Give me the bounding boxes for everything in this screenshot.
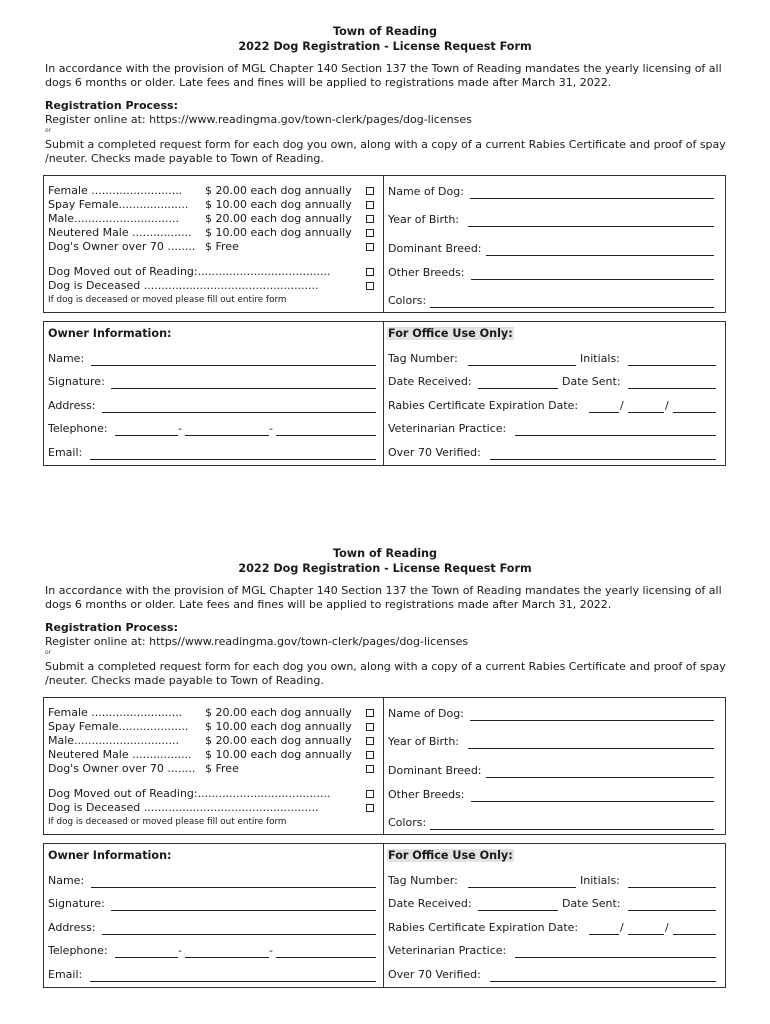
other-breeds-label: Other Breeds: bbox=[388, 788, 465, 801]
telephone-area-field[interactable] bbox=[115, 957, 178, 958]
date-sent-field[interactable] bbox=[628, 388, 716, 389]
telephone-label: Telephone: bbox=[48, 944, 108, 957]
checkbox-spay-female[interactable] bbox=[366, 201, 374, 209]
checkbox-neutered-male[interactable] bbox=[366, 229, 374, 237]
dominant-breed-field[interactable] bbox=[486, 255, 714, 256]
intro-text: In accordance with the provision of MGL Chapter 140 Section 137 the Town of Reading mandates the yearly licensing of all dogs 6 months or older. Late fees and fines will be applied to registrations made after March 31, 2022. bbox=[45, 62, 722, 89]
rabies-day-field[interactable] bbox=[628, 934, 664, 935]
fee-row-female: Female .......................... $ 20.00 each dog annually bbox=[48, 184, 374, 198]
telephone-prefix-field[interactable] bbox=[185, 435, 269, 436]
dog-name-field[interactable] bbox=[470, 198, 714, 199]
initials-field[interactable] bbox=[628, 365, 716, 366]
or-text: or bbox=[45, 127, 52, 134]
date-sent-label: Date Sent: bbox=[562, 375, 621, 388]
over-70-verified-field[interactable] bbox=[490, 981, 716, 982]
vet-practice-label: Veterinarian Practice: bbox=[388, 944, 507, 957]
owner-name-field[interactable] bbox=[91, 365, 376, 366]
email-label: Email: bbox=[48, 968, 83, 981]
rabies-month-field[interactable] bbox=[589, 412, 619, 413]
dog-name-label: Name of Dog: bbox=[388, 707, 464, 720]
signature-field[interactable] bbox=[111, 388, 376, 389]
owner-name-field[interactable] bbox=[91, 887, 376, 888]
tag-number-label: Tag Number: bbox=[388, 874, 458, 887]
form-title: 2022 Dog Registration - License Request Form bbox=[238, 562, 532, 575]
fee-row-neutered-male: Neutered Male ................. $ 10.00 each dog annually bbox=[48, 748, 374, 762]
checkbox-moved[interactable] bbox=[366, 268, 374, 276]
owner-office-section: Owner Information: For Office Use Only: Name: Signature: Address: Telephone: - - Email: Tag Number: Initials: Date Received: Date Sent: Rabies Certificate Expiration Date: / / Veterinarian Practice: Over 70 Verified: bbox=[43, 843, 726, 988]
date-received-label: Date Received: bbox=[388, 375, 472, 388]
owner-office-section: Owner Information: For Office Use Only: Name: Signature: Address: Telephone: - - Email: Tag Number: Initials: Date Received: Date Sent: Rabies Certificate Expiration Date: / / Veterinarian Practice: Over 70 Verified: bbox=[43, 321, 726, 466]
tag-number-label: Tag Number: bbox=[388, 352, 458, 365]
checkbox-male[interactable] bbox=[366, 737, 374, 745]
initials-label: Initials: bbox=[580, 874, 620, 887]
colors-label: Colors: bbox=[388, 816, 427, 829]
rabies-year-field[interactable] bbox=[673, 412, 716, 413]
year-of-birth-label: Year of Birth: bbox=[388, 735, 460, 748]
colors-field[interactable] bbox=[430, 307, 714, 308]
rabies-expiration-label: Rabies Certificate Expiration Date: bbox=[388, 399, 579, 412]
date-sent-field[interactable] bbox=[628, 910, 716, 911]
owner-name-label: Name: bbox=[48, 352, 85, 365]
dog-name-field[interactable] bbox=[470, 720, 714, 721]
rabies-day-field[interactable] bbox=[628, 412, 664, 413]
signature-label: Signature: bbox=[48, 375, 105, 388]
initials-label: Initials: bbox=[580, 352, 620, 365]
register-online-text: Register online at: https://www.readingma.gov/town-clerk/pages/dog-licenses bbox=[45, 113, 472, 126]
dog-info-section bbox=[43, 697, 726, 835]
tag-number-field[interactable] bbox=[468, 365, 576, 366]
vet-practice-field[interactable] bbox=[515, 435, 716, 436]
checkbox-neutered-male[interactable] bbox=[366, 751, 374, 759]
colors-field[interactable] bbox=[430, 829, 714, 830]
tag-number-field[interactable] bbox=[468, 887, 576, 888]
rabies-month-field[interactable] bbox=[589, 934, 619, 935]
address-label: Address: bbox=[48, 399, 96, 412]
rabies-expiration-label: Rabies Certificate Expiration Date: bbox=[388, 921, 579, 934]
vet-practice-label: Veterinarian Practice: bbox=[388, 422, 507, 435]
deceased-note: If dog is deceased or moved please fill out entire form bbox=[48, 817, 287, 827]
other-breeds-field[interactable] bbox=[471, 279, 714, 280]
fee-row-female: Female .......................... $ 20.00 each dog annually bbox=[48, 706, 374, 720]
registration-form-2 bbox=[0, 522, 770, 1024]
moved-row: Dog Moved out of Reading:...................................... bbox=[48, 265, 374, 279]
checkbox-deceased[interactable] bbox=[366, 282, 374, 290]
intro-text: In accordance with the provision of MGL Chapter 140 Section 137 the Town of Reading mandates the yearly licensing of all dogs 6 months or older. Late fees and fines will be applied to registrations made after March 31, 2022. bbox=[45, 584, 722, 611]
office-use-heading: For Office Use Only: bbox=[388, 327, 513, 340]
form-title-town: Town of Reading bbox=[332, 25, 438, 38]
telephone-line-field[interactable] bbox=[276, 435, 376, 436]
checkbox-moved[interactable] bbox=[366, 790, 374, 798]
checkbox-owner-over-70[interactable] bbox=[366, 243, 374, 251]
owner-info-heading: Owner Information: bbox=[48, 849, 172, 862]
colors-label: Colors: bbox=[388, 294, 427, 307]
address-label: Address: bbox=[48, 921, 96, 934]
telephone-area-field[interactable] bbox=[115, 435, 178, 436]
fee-row-male: Male.............................. $ 20.00 each dog annually bbox=[48, 734, 374, 748]
checkbox-deceased[interactable] bbox=[366, 804, 374, 812]
signature-label: Signature: bbox=[48, 897, 105, 910]
rabies-year-field[interactable] bbox=[673, 934, 716, 935]
deceased-row: Dog is Deceased .................................................. bbox=[48, 801, 374, 815]
over-70-verified-label: Over 70 Verified: bbox=[388, 968, 481, 981]
date-received-field[interactable] bbox=[478, 388, 558, 389]
fee-row-owner-over-70: Dog's Owner over 70 ........ $ Free bbox=[48, 240, 374, 254]
registration-process-heading: Registration Process: bbox=[45, 99, 178, 112]
submit-instructions: Submit a completed request form for each dog you own, along with a copy of a current Rabies Certificate and proof of spay /neuter. Checks made payable to Town of Reading. bbox=[45, 660, 726, 687]
checkbox-female[interactable] bbox=[366, 187, 374, 195]
dog-info-section bbox=[43, 175, 726, 313]
section-divider bbox=[383, 322, 384, 465]
registration-process-heading: Registration Process: bbox=[45, 621, 178, 634]
deceased-note: If dog is deceased or moved please fill out entire form bbox=[48, 295, 287, 305]
checkbox-owner-over-70[interactable] bbox=[366, 765, 374, 773]
form-title: 2022 Dog Registration - License Request Form bbox=[238, 40, 532, 53]
other-breeds-label: Other Breeds: bbox=[388, 266, 465, 279]
over-70-verified-label: Over 70 Verified: bbox=[388, 446, 481, 459]
fee-row-male: Male.............................. $ 20.00 each dog annually bbox=[48, 212, 374, 226]
checkbox-male[interactable] bbox=[366, 215, 374, 223]
date-sent-label: Date Sent: bbox=[562, 897, 621, 910]
section-divider bbox=[383, 176, 384, 312]
email-label: Email: bbox=[48, 446, 83, 459]
checkbox-spay-female[interactable] bbox=[366, 723, 374, 731]
fee-row-owner-over-70: Dog's Owner over 70 ........ $ Free bbox=[48, 762, 374, 776]
year-of-birth-field[interactable] bbox=[468, 748, 714, 749]
email-field[interactable] bbox=[90, 981, 376, 982]
or-text: or bbox=[45, 649, 52, 656]
owner-name-label: Name: bbox=[48, 874, 85, 887]
address-field[interactable] bbox=[102, 934, 376, 935]
vet-practice-field[interactable] bbox=[515, 957, 716, 958]
moved-row: Dog Moved out of Reading:...................................... bbox=[48, 787, 374, 801]
section-divider bbox=[383, 698, 384, 834]
form-title-town: Town of Reading bbox=[332, 547, 438, 560]
dog-name-label: Name of Dog: bbox=[388, 185, 464, 198]
dominant-breed-field[interactable] bbox=[486, 777, 714, 778]
year-of-birth-field[interactable] bbox=[468, 226, 714, 227]
email-field[interactable] bbox=[90, 459, 376, 460]
section-divider bbox=[383, 844, 384, 987]
fee-row-spay-female: Spay Female.................... $ 10.00 each dog annually bbox=[48, 720, 374, 734]
dominant-breed-label: Dominant Breed: bbox=[388, 764, 482, 777]
owner-info-heading: Owner Information: bbox=[48, 327, 172, 340]
telephone-prefix-field[interactable] bbox=[185, 957, 269, 958]
fee-row-neutered-male: Neutered Male ................. $ 10.00 each dog annually bbox=[48, 226, 374, 240]
over-70-verified-field[interactable] bbox=[490, 459, 716, 460]
fee-row-spay-female: Spay Female.................... $ 10.00 each dog annually bbox=[48, 198, 374, 212]
register-online-text: Register online at: https//www.readingma.gov/town-clerk/pages/dog-licenses bbox=[45, 635, 469, 648]
checkbox-female[interactable] bbox=[366, 709, 374, 717]
submit-instructions: Submit a completed request form for each dog you own, along with a copy of a current Rabies Certificate and proof of spay /neuter. Checks made payable to Town of Reading. bbox=[45, 138, 726, 165]
other-breeds-field[interactable] bbox=[471, 801, 714, 802]
date-received-field[interactable] bbox=[478, 910, 558, 911]
date-received-label: Date Received: bbox=[388, 897, 472, 910]
address-field[interactable] bbox=[102, 412, 376, 413]
year-of-birth-label: Year of Birth: bbox=[388, 213, 460, 226]
telephone-label: Telephone: bbox=[48, 422, 108, 435]
initials-field[interactable] bbox=[628, 887, 716, 888]
deceased-row: Dog is Deceased .................................................. bbox=[48, 279, 374, 293]
office-use-heading: For Office Use Only: bbox=[388, 849, 513, 862]
telephone-line-field[interactable] bbox=[276, 957, 376, 958]
signature-field[interactable] bbox=[111, 910, 376, 911]
dominant-breed-label: Dominant Breed: bbox=[388, 242, 482, 255]
